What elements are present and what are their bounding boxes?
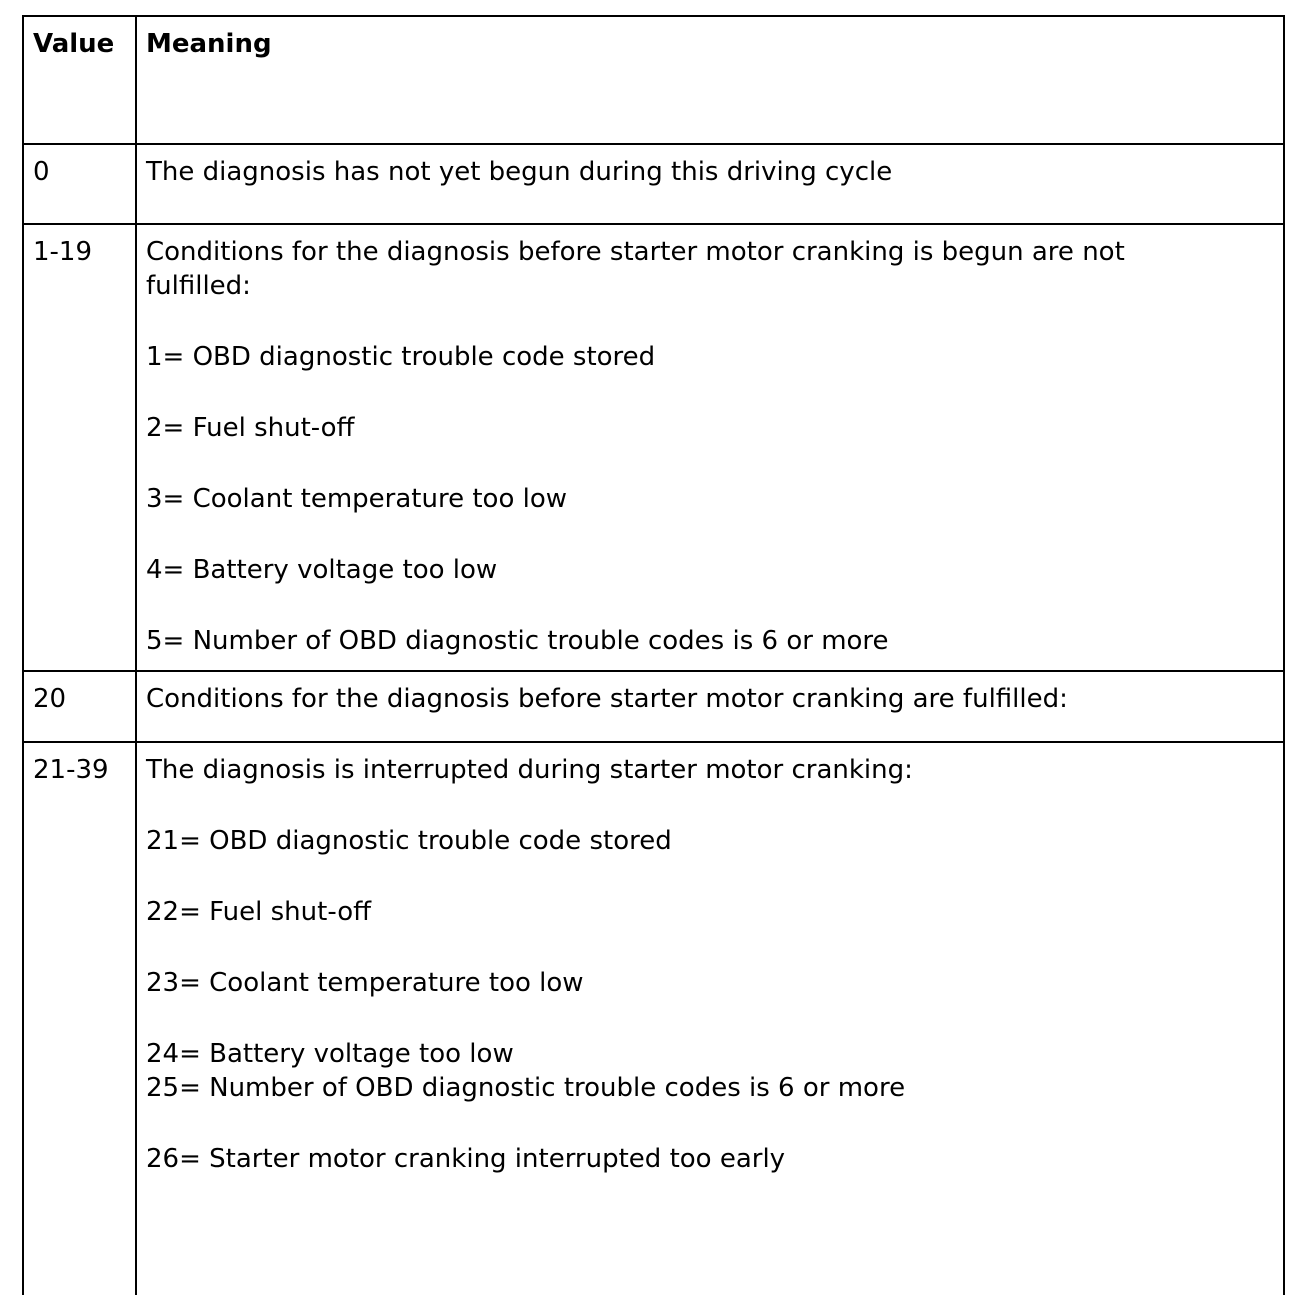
meaning-line: The diagnosis has not yet begun during this driving cycle	[146, 157, 893, 187]
header-value: Value	[23, 16, 136, 144]
meaning-line: 2= Fuel shut-off	[146, 413, 355, 443]
meaning-cell	[136, 144, 1284, 224]
meaning-line: 5= Number of OBD diagnostic trouble codes is 6 or more	[146, 626, 889, 656]
meaning-line: Conditions for the diagnosis before starter motor cranking is begun are not fulfilled:	[146, 237, 1125, 301]
meaning-line: 4= Battery voltage too low	[146, 555, 498, 585]
meaning-line: Conditions for the diagnosis before starter motor cranking are fulfilled:	[146, 684, 1068, 714]
value-cell: 1-19	[23, 224, 136, 671]
meaning-line: 3= Coolant temperature too low	[146, 484, 568, 514]
meaning-line: 24= Battery voltage too low	[146, 1039, 514, 1069]
meaning-cell	[136, 742, 1284, 1295]
meaning-line: 1= OBD diagnostic trouble code stored	[146, 342, 656, 372]
meaning-line: 22= Fuel shut-off	[146, 897, 372, 927]
meaning-line: 23= Coolant temperature too low	[146, 968, 584, 998]
value-meaning-table	[22, 15, 1285, 1295]
table-row	[23, 224, 1284, 671]
value-cell: 0	[23, 144, 136, 224]
meaning-line: 25= Number of OBD diagnostic trouble codes is 6 or more	[146, 1073, 906, 1103]
table-row	[23, 671, 1284, 742]
table-header-row	[23, 16, 1284, 144]
value-cell: 21-39	[23, 742, 136, 1295]
header-meaning: Meaning	[136, 16, 1284, 144]
meaning-cell	[136, 224, 1284, 671]
meaning-line: 26= Starter motor cranking interrupted too early	[146, 1144, 786, 1174]
meaning-line: The diagnosis is interrupted during starter motor cranking:	[146, 755, 913, 785]
meaning-cell	[136, 671, 1284, 742]
value-cell: 20	[23, 671, 136, 742]
table-row	[23, 742, 1284, 1295]
table-row	[23, 144, 1284, 224]
meaning-line: 21= OBD diagnostic trouble code stored	[146, 826, 672, 856]
